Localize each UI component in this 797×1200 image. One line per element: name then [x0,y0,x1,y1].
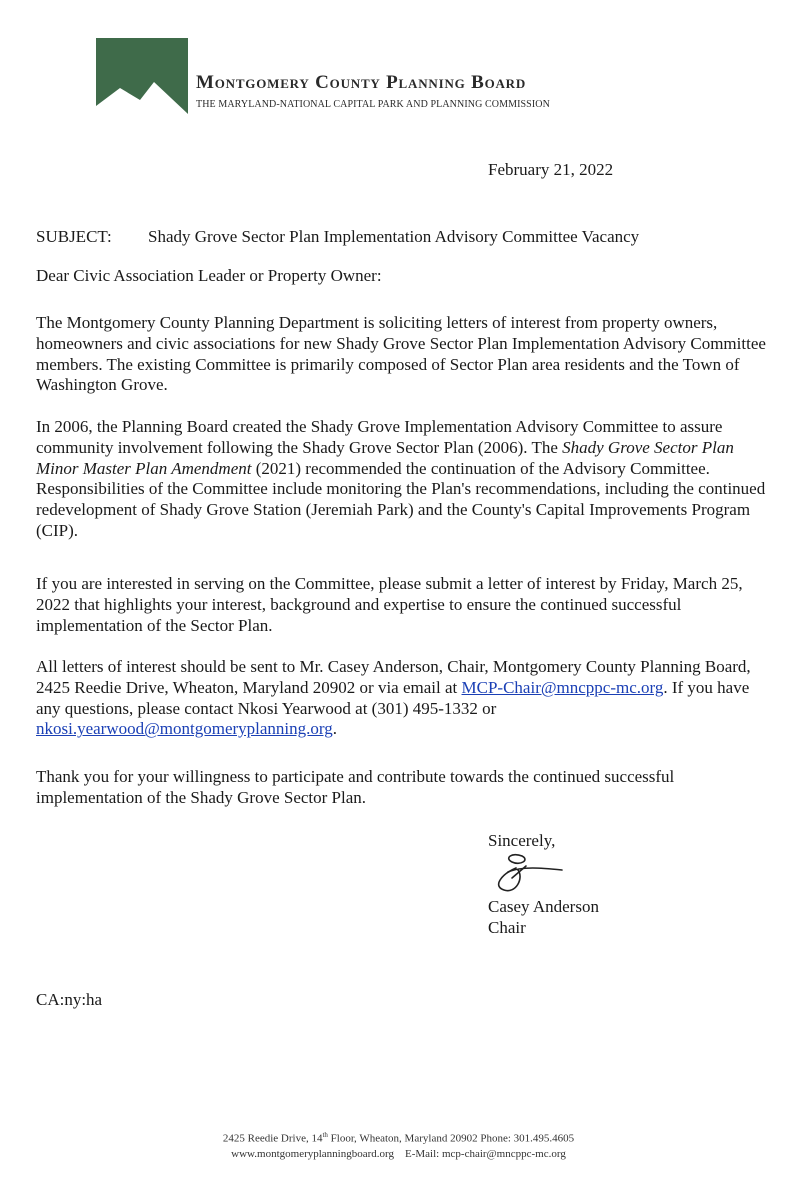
paragraph-4-text-c: . [332,719,337,739]
signer-title: Chair [488,918,526,937]
mcpb-logo-icon [96,38,188,130]
paragraph-1: The Montgomery County Planning Department is soliciting letters of interest from property owners, homeowners and civic associations for new Shady Grove Sector Plan Implementation Advisory Committee members. The existing Committee is primarily composed of Sector Plan area residents and the Town of Washington Grove. [36,313,766,395]
paragraph-2-text-b: (2021) recommended the continuation of the Advisory Committee. Responsibilities of the Committee include monitoring the Plan's recommendations, including the continued redevelopment of Shady Grove Station (Jeremiah Park) and the County's Capital Improvements Program (CIP). [36,458,766,540]
paragraph-4-text-a: All letters of interest should be sent to Mr. Casey Anderson, Chair, Montgomery County Planning Board, 2425 Reedie Drive, Wheaton, Maryland 20902 or via email at [36,657,751,697]
yearwood-email-link[interactable]: nkosi.yearwood@montgomeryplanning.org [36,719,333,739]
paragraph-2-text-a: In 2006, the Planning Board created the Shady Grove Implementation Advisory Committee to assure community involvement following the Shady Grove Sector Plan (2006). The [36,417,723,457]
subject-label: SUBJECT: [36,227,112,246]
org-name: Montgomery County Planning Board [196,72,527,93]
signer-name: Casey Anderson [488,897,599,916]
paragraph-5: Thank you for your willingness to participate and contribute towards the continued successful implementation of the Shady Grove Sector Plan. [36,767,675,807]
footer-address-a: 2425 Reedie Drive, 14 [222,1132,323,1145]
paragraph-2 [36,417,766,542]
salutation: Dear Civic Association Leader or Property Owner: [36,266,382,285]
footer-contact [0,1148,797,1160]
subject-line [36,227,766,248]
footer-email-label: E-Mail: [405,1148,442,1160]
signature-icon [482,848,582,900]
plan-amendment-title: Shady Grove Sector Plan Minor Master Plan Amendment [36,437,734,478]
footer-address [0,1131,797,1145]
org-subtitle: THE MARYLAND-NATIONAL CAPITAL PARK AND PLANNING COMMISSION [196,99,550,110]
reference-initials: CA:ny:ha [36,990,103,1009]
letter-date: February 21, 2022 [488,160,614,179]
footer-floor-suffix: th [322,1131,328,1139]
paragraph-4-text-b: . If you have any questions, please contact Nkosi Yearwood at (301) 495-1332 or [36,677,750,718]
chair-email-link[interactable]: MCP-Chair@mncppc-mc.org [461,677,664,697]
closing-sincerely: Sincerely, [488,831,556,850]
paragraph-3: If you are interested in serving on the Committee, please submit a letter of interest by Friday, March 25, 2022 that highlights your interest, background and expertise to ensure the continued successful implementation of the Sector Plan. [36,574,743,635]
footer-website[interactable]: www.montgomeryplanningboard.org [231,1148,394,1160]
paragraph-4 [36,657,766,740]
subject-text: Shady Grove Sector Plan Implementation Advisory Committee Vacancy [148,227,640,246]
footer-email[interactable]: mcp-chair@mncppc-mc.org [441,1148,566,1160]
footer-address-b: Floor, Wheaton, Maryland 20902 Phone: 301.495.4605 [327,1132,575,1145]
